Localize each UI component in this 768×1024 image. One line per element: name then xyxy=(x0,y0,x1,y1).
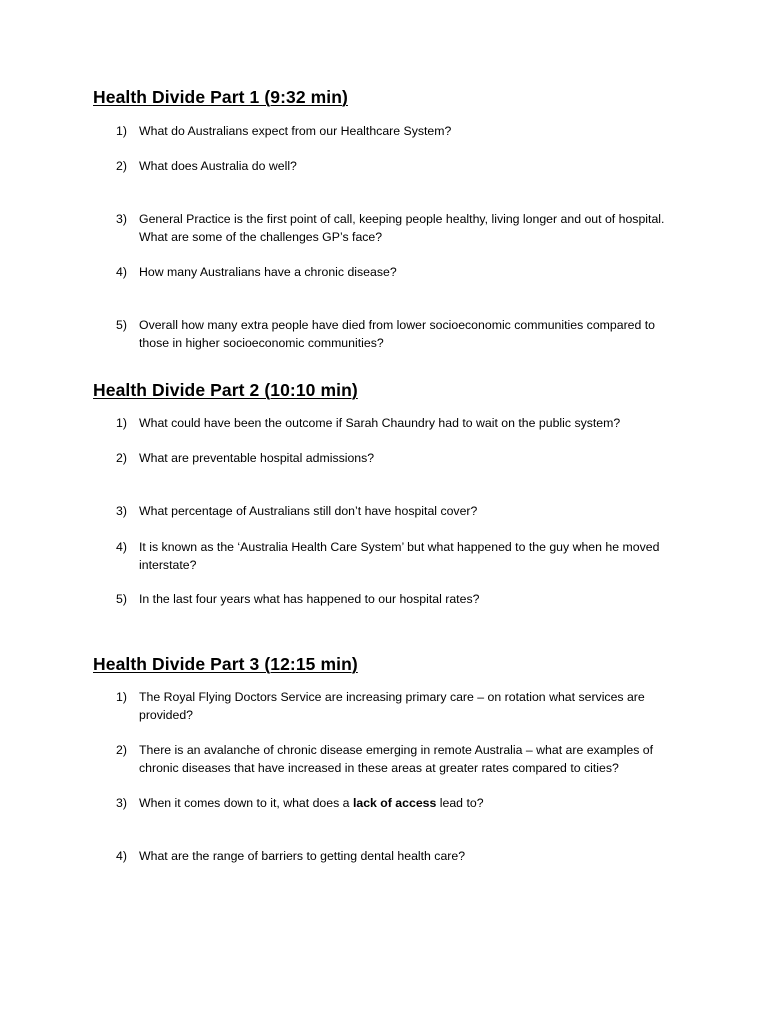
question-number: 2) xyxy=(116,743,127,757)
section-2-heading: Health Divide Part 2 (10:10 min) xyxy=(93,380,358,400)
question-text: What are the range of barriers to getting dental health care? xyxy=(139,849,466,863)
question-number: 3) xyxy=(116,212,127,226)
question-text: Overall how many extra people have died from lower socioeconomic communities compared to those in higher socioeconomic communities? xyxy=(139,318,656,350)
section-3-question-4 xyxy=(116,847,676,865)
question-text xyxy=(139,794,676,812)
section-2-question-2 xyxy=(116,449,676,467)
question-text: The Royal Flying Doctors Service are increasing primary care – on rotation what services are provided? xyxy=(139,690,645,722)
question-text: It is known as the ‘Australia Health Care System’ but what happened to the guy when he moved interstate? xyxy=(139,540,660,572)
section-1-question-5 xyxy=(116,316,676,352)
section-1-question-4 xyxy=(116,263,676,281)
question-text-after: lead to? xyxy=(436,796,484,810)
question-number: 4) xyxy=(116,540,127,554)
question-text: In the last four years what has happened to our hospital rates? xyxy=(139,592,480,606)
section-2-question-5 xyxy=(116,590,676,608)
question-text: General Practice is the first point of call, keeping people healthy, living longer and out of hospital. What are some of the challenges GP’s face? xyxy=(139,212,665,244)
section-3-question-3 xyxy=(116,794,676,812)
section-2-question-4 xyxy=(116,538,676,574)
section-3-question-1 xyxy=(116,688,676,724)
question-text: What percentage of Australians still don’t have hospital cover? xyxy=(139,504,478,518)
question-number: 2) xyxy=(116,451,127,465)
question-number: 1) xyxy=(116,124,127,138)
question-text-before: When it comes down to it, what does a xyxy=(139,796,353,810)
section-2-question-1 xyxy=(116,414,676,432)
question-text: What are preventable hospital admissions? xyxy=(139,451,375,465)
question-number: 3) xyxy=(116,796,127,810)
question-number: 4) xyxy=(116,849,127,863)
question-number: 4) xyxy=(116,265,127,279)
question-text: There is an avalanche of chronic disease emerging in remote Australia – what are examples of chronic diseases that have increased in these areas at greater rates compared to cities? xyxy=(139,743,654,775)
question-text: How many Australians have a chronic disease? xyxy=(139,265,397,279)
question-number: 5) xyxy=(116,318,127,332)
question-number: 5) xyxy=(116,592,127,606)
section-1-heading: Health Divide Part 1 (9:32 min) xyxy=(93,87,348,107)
question-text: What do Australians expect from our Healthcare System? xyxy=(139,124,452,138)
question-number: 3) xyxy=(116,504,127,518)
section-1-question-2 xyxy=(116,157,676,175)
section-1-question-3 xyxy=(116,210,676,246)
section-1-question-1 xyxy=(116,122,676,140)
question-text: What could have been the outcome if Sarah Chaundry had to wait on the public system? xyxy=(139,416,621,430)
section-3-heading: Health Divide Part 3 (12:15 min) xyxy=(93,654,358,674)
question-number: 1) xyxy=(116,416,127,430)
section-3-question-2 xyxy=(116,741,676,777)
section-2-question-3 xyxy=(116,502,676,520)
question-text: What does Australia do well? xyxy=(139,159,297,173)
question-number: 2) xyxy=(116,159,127,173)
question-number: 1) xyxy=(116,690,127,704)
question-text-bold: lack of access xyxy=(352,796,437,810)
